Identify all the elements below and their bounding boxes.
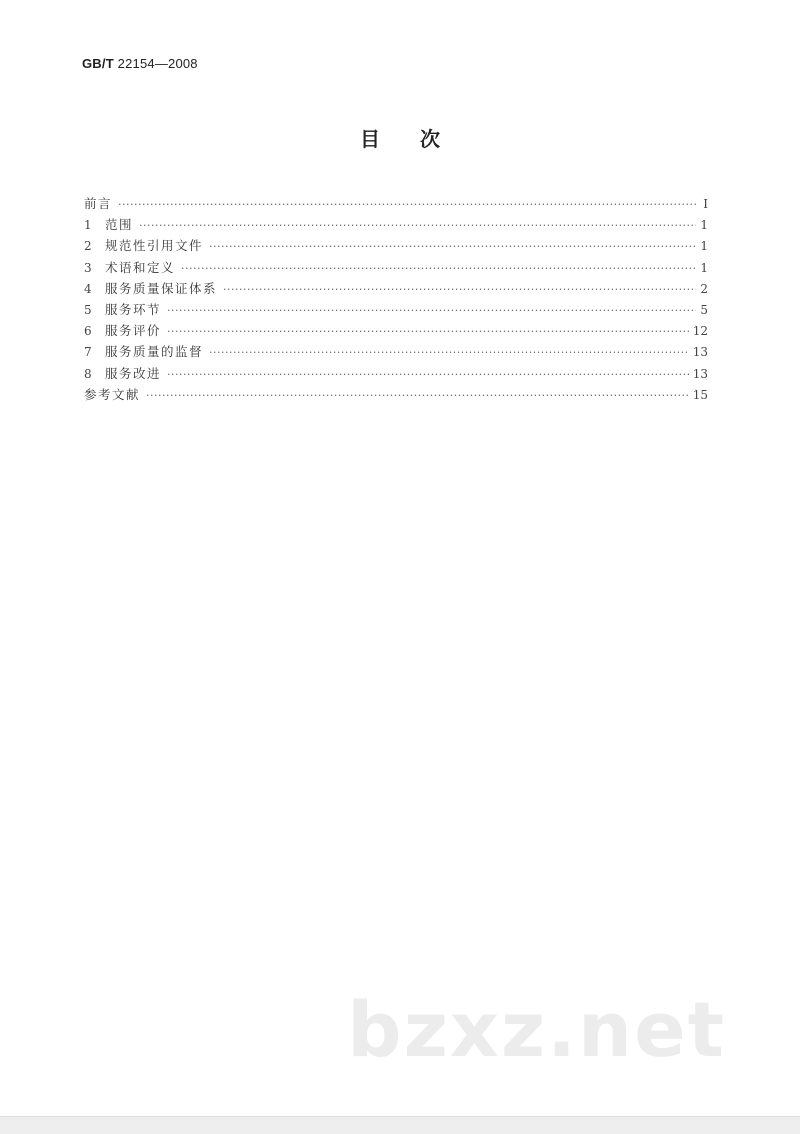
toc-entry-page: 15 [692,387,708,402]
toc-entry-number: 7 [84,345,92,360]
toc-entry-1[interactable] [84,214,708,235]
toc-entry-number: 6 [84,324,92,339]
toc-entry-label: 服务环节 [105,301,162,317]
toc-entry-page: 5 [700,302,708,317]
toc-leader-dots [209,236,696,257]
toc-entry-number: 2 [84,239,92,254]
toc-entry-label: 服务评价 [105,323,162,339]
toc-entry-number: 1 [84,218,92,233]
toc-entry-page: 1 [700,260,708,275]
toc-entry-label: 服务质量保证体系 [105,280,218,296]
toc-entry-3[interactable] [84,257,708,278]
toc-entry-number: 4 [84,281,92,296]
toc-entry-foreword[interactable] [84,193,708,214]
toc-entry-page: 13 [692,345,708,360]
toc-leader-dots [118,194,696,215]
standard-code [82,56,198,71]
toc-entry-page: 1 [700,218,708,233]
toc-entry-label: 术语和定义 [105,259,176,275]
toc-entry-label: 参考文献 [84,386,141,402]
toc-entry-label: 前言 [84,196,113,211]
toc-entry-4[interactable] [84,278,708,299]
toc-entry-6[interactable] [84,320,708,341]
toc-entry-5[interactable] [84,299,708,320]
toc-entry-page: 12 [692,324,708,339]
toc-entry-label: 范围 [105,217,134,233]
toc-entry-page: I [703,197,708,211]
toc-entry-label: 服务改进 [105,365,162,381]
toc-entry-7[interactable] [84,341,708,362]
toc-leader-dots [146,385,689,406]
toc-entry-bibliography[interactable] [84,384,708,405]
toc-entry-number: 8 [84,366,92,381]
toc-leader-dots [167,364,689,385]
toc-entry-number: 3 [84,260,92,275]
standard-code-prefix: GB/T [82,56,114,71]
toc-leader-dots [181,258,696,279]
page-bottom-edge [0,1116,800,1134]
standard-code-number: 22154—2008 [117,56,198,71]
page-title: 目次 [360,127,480,151]
toc-entry-label: 服务质量的监督 [105,344,204,360]
table-of-contents [84,193,708,405]
toc-entry-page: 1 [700,239,708,254]
toc-entry-2[interactable] [84,235,708,256]
watermark: bzxz.net [347,985,726,1074]
toc-leader-dots [139,215,696,236]
toc-leader-dots [209,342,689,363]
toc-leader-dots [167,300,696,321]
toc-entry-page: 2 [700,281,708,296]
toc-entry-number: 5 [84,302,92,317]
toc-entry-8[interactable] [84,363,708,384]
toc-leader-dots [223,279,696,300]
toc-entry-page: 13 [692,366,708,381]
toc-leader-dots [167,321,689,342]
toc-entry-label: 规范性引用文件 [105,238,204,254]
